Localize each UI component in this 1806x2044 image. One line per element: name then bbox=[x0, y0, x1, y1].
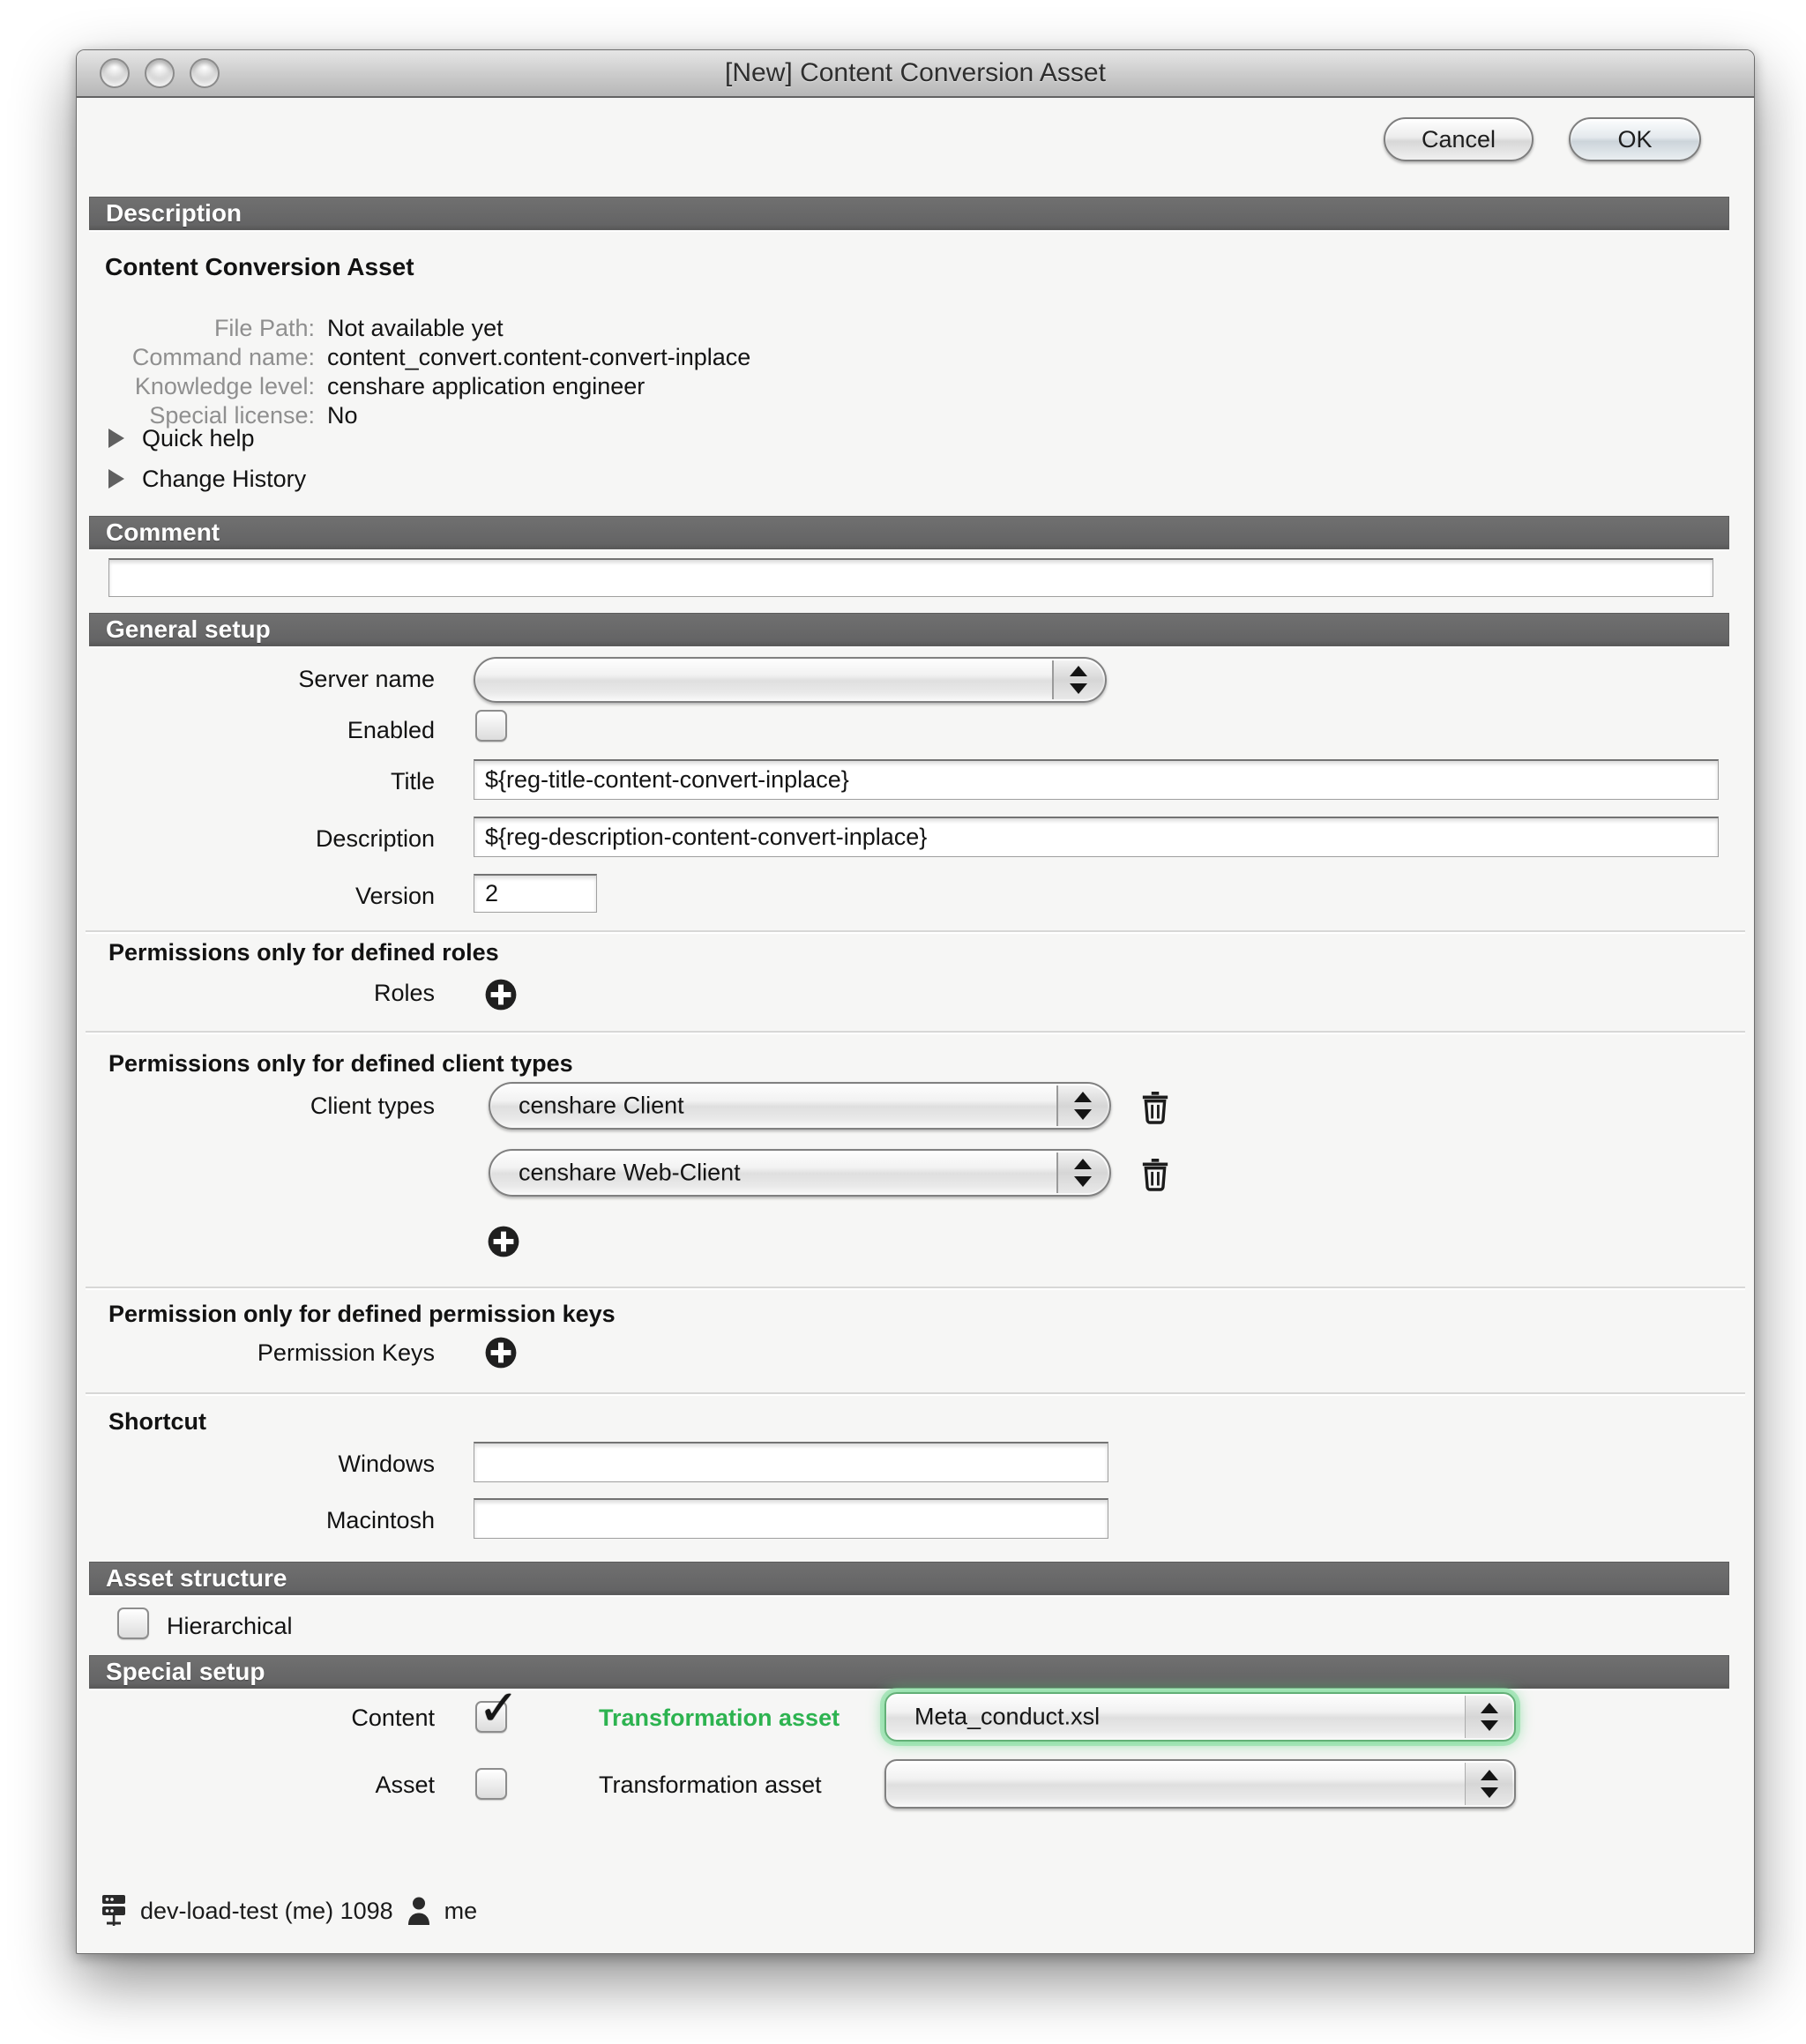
divider bbox=[86, 930, 1745, 932]
comment-input[interactable] bbox=[108, 558, 1713, 597]
roles-section-header: Permissions only for defined roles bbox=[108, 939, 499, 966]
content-checkbox[interactable] bbox=[475, 1680, 519, 1735]
info-row bbox=[103, 315, 504, 342]
client-type-select[interactable] bbox=[489, 1149, 1111, 1197]
plus-icon bbox=[484, 978, 518, 1011]
stepper-arrows-icon bbox=[1056, 1085, 1108, 1126]
title-label: Title bbox=[390, 768, 435, 794]
divider bbox=[86, 1392, 1745, 1394]
content-transformation-asset-label: Transformation asset bbox=[599, 1705, 840, 1731]
client-type-value: censhare Web-Client bbox=[519, 1159, 741, 1186]
asset-transformation-asset-select[interactable] bbox=[884, 1759, 1516, 1809]
add-role-button[interactable] bbox=[484, 978, 518, 1016]
divider bbox=[86, 1031, 1745, 1033]
client-types-label: Client types bbox=[310, 1093, 435, 1119]
stepper-arrows-icon bbox=[1465, 1763, 1512, 1805]
titlebar bbox=[77, 50, 1754, 98]
change-history-label: Change History bbox=[142, 465, 307, 492]
stepper-arrows-icon bbox=[1052, 660, 1103, 699]
server-name-select[interactable] bbox=[474, 657, 1107, 703]
section-header-special-setup: Special setup bbox=[89, 1655, 1729, 1689]
quick-help-disclosure[interactable] bbox=[108, 424, 255, 452]
info-row bbox=[103, 373, 645, 400]
hierarchical-label: Hierarchical bbox=[167, 1613, 293, 1639]
section-header-comment: Comment bbox=[89, 516, 1729, 549]
asset-type-title: Content Conversion Asset bbox=[105, 253, 414, 280]
plus-icon bbox=[484, 1336, 518, 1369]
enabled-label: Enabled bbox=[347, 717, 435, 743]
add-client-type-button[interactable] bbox=[487, 1225, 520, 1263]
macintosh-shortcut-input[interactable] bbox=[474, 1498, 1108, 1539]
knowledge-level-value: censhare application engineer bbox=[327, 373, 646, 399]
quick-help-label: Quick help bbox=[142, 424, 255, 451]
hierarchical-checkbox[interactable] bbox=[117, 1608, 149, 1639]
file-path-value: Not available yet bbox=[327, 315, 504, 341]
client-types-section-header: Permissions only for defined client types bbox=[108, 1050, 573, 1077]
user-status-text: me bbox=[444, 1897, 478, 1924]
trash-icon bbox=[1140, 1156, 1170, 1191]
trash-icon bbox=[1140, 1089, 1170, 1124]
knowledge-level-label: Knowledge level: bbox=[134, 373, 315, 399]
section-header-description: Description bbox=[89, 197, 1729, 230]
special-license-label: Special license: bbox=[149, 402, 315, 429]
version-label: Version bbox=[354, 883, 435, 909]
user-icon bbox=[406, 1895, 432, 1927]
delete-client-type-button[interactable] bbox=[1140, 1089, 1170, 1129]
plus-icon bbox=[487, 1225, 520, 1258]
asset-transformation-asset-label: Transformation asset bbox=[599, 1772, 822, 1798]
content-label: Content bbox=[351, 1705, 435, 1731]
client-type-value: censhare Client bbox=[519, 1092, 684, 1119]
enabled-checkbox[interactable] bbox=[475, 710, 507, 742]
info-row bbox=[103, 344, 750, 371]
description-label: Description bbox=[315, 825, 435, 852]
ok-button[interactable]: OK bbox=[1569, 117, 1701, 161]
special-license-value: No bbox=[327, 402, 358, 429]
permission-keys-label: Permission Keys bbox=[257, 1339, 435, 1366]
stepper-arrows-icon bbox=[1056, 1153, 1108, 1193]
version-input[interactable] bbox=[474, 874, 597, 913]
check-icon: ✓ bbox=[478, 1680, 519, 1735]
content-transformation-asset-value: Meta_conduct.xsl bbox=[914, 1703, 1101, 1730]
delete-client-type-button[interactable] bbox=[1140, 1156, 1170, 1196]
divider bbox=[86, 1287, 1745, 1288]
server-name-label: Server name bbox=[298, 666, 435, 692]
disclosure-triangle-icon bbox=[108, 469, 124, 489]
cancel-button[interactable]: Cancel bbox=[1384, 117, 1534, 161]
windows-shortcut-input[interactable] bbox=[474, 1442, 1108, 1482]
macintosh-shortcut-label: Macintosh bbox=[325, 1507, 435, 1533]
permission-keys-section-header: Permission only for defined permission keys bbox=[108, 1301, 616, 1327]
window-title: [New] Content Conversion Asset bbox=[725, 58, 1106, 87]
client-type-select[interactable] bbox=[489, 1082, 1111, 1130]
status-bar bbox=[100, 1891, 477, 1930]
description-input[interactable] bbox=[474, 817, 1719, 857]
asset-checkbox[interactable] bbox=[475, 1768, 507, 1800]
add-permission-key-button[interactable] bbox=[484, 1336, 518, 1374]
command-name-label: Command name: bbox=[131, 344, 315, 370]
file-path-label: File Path: bbox=[213, 315, 315, 341]
roles-label: Roles bbox=[373, 980, 435, 1006]
windows-shortcut-label: Windows bbox=[338, 1451, 435, 1477]
dialog-window bbox=[76, 49, 1755, 1954]
command-name-value: content_convert.content-convert-inplace bbox=[327, 344, 751, 370]
section-header-general-setup: General setup bbox=[89, 613, 1729, 646]
content-transformation-asset-select[interactable] bbox=[884, 1692, 1516, 1742]
stepper-arrows-icon bbox=[1465, 1696, 1512, 1738]
disclosure-triangle-icon bbox=[108, 429, 124, 448]
asset-label: Asset bbox=[375, 1772, 435, 1798]
server-icon bbox=[100, 1892, 128, 1929]
title-input[interactable] bbox=[474, 759, 1719, 800]
change-history-disclosure[interactable] bbox=[108, 465, 306, 493]
server-status-text: dev-load-test (me) 1098 bbox=[140, 1897, 393, 1924]
shortcut-section-header: Shortcut bbox=[108, 1408, 206, 1435]
section-header-asset-structure: Asset structure bbox=[89, 1562, 1729, 1595]
